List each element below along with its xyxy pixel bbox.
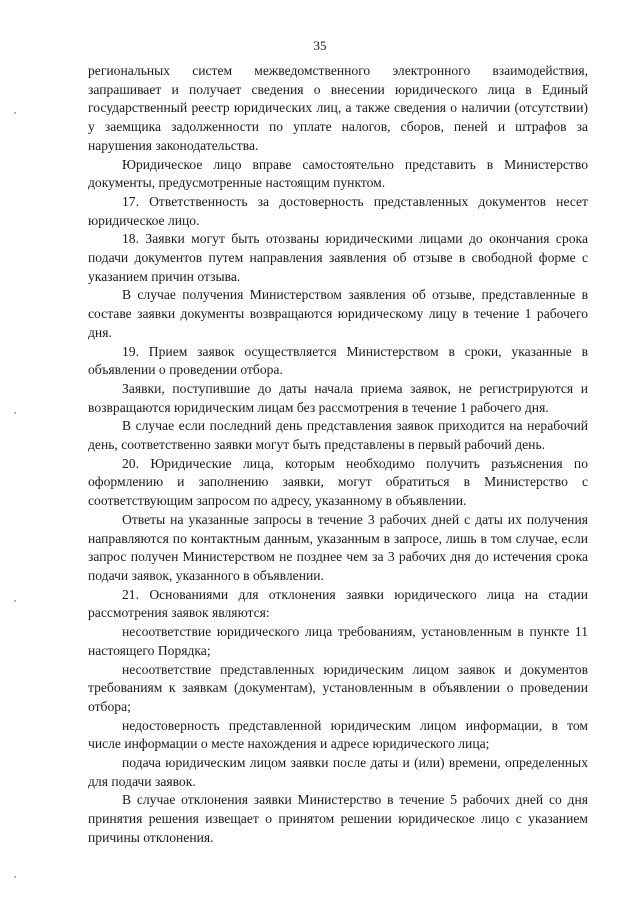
paragraph-item-20: 20. Юридические лица, которым необходимо получить разъяснения по оформлению и заполнению заявки, могут обратиться в Министерство с соответствующим запросом по адресу, указанному в объявлении. xyxy=(88,455,588,509)
scan-margin-mark xyxy=(14,112,16,114)
paragraph-withdrawal-return: В случае получения Министерством заявления об отзыве, представленные в составе заявки документы возвращаются юридическому лицу в течение 1 рабочего дня. xyxy=(88,287,588,340)
document-body xyxy=(88,62,588,848)
paragraph-item-18: 18. Заявки могут быть отозваны юридическими лицами до окончания срока подачи документов путем направления заявления об отзыве в свободной форме с указанием причин отзыва. xyxy=(88,231,588,284)
scan-margin-mark xyxy=(14,412,16,414)
paragraph-item-21: 21. Основаниями для отклонения заявки юридического лица на стадии рассмотрения заявок являются: xyxy=(88,586,588,621)
paragraph-ground-2: несоответствие представленных юридическим лицом заявок и документов требованиям к заявкам (документам), установленным в объявлении о проведении отбора; xyxy=(88,661,588,714)
paragraph-rejection-notice: В случае отклонения заявки Министерство в течение 5 рабочих дней со дня принятия решения извещает о принятом решении юридическое лицо с указанием причины отклонения. xyxy=(88,792,588,845)
paragraph-right-to-submit: Юридическое лицо вправе самостоятельно представить в Министерство документы, предусмотренные настоящим пунктом. xyxy=(88,156,588,191)
paragraph-early-applications: Заявки, поступившие до даты начала приема заявок, не регистрируются и возвращаются юридическим лицам без рассмотрения в течение 1 рабочего дня. xyxy=(88,380,588,415)
scan-margin-mark xyxy=(14,600,16,602)
paragraph-item-19: 19. Прием заявок осуществляется Министерством в сроки, указанные в объявлении о проведении отбора. xyxy=(88,343,588,378)
paragraph-ground-4: подача юридическим лицом заявки после даты и (или) времени, определенных для подачи заявок. xyxy=(88,755,588,789)
paragraph-ground-3: недостоверность представленной юридическим лицом информации, в том числе информации о месте нахождения и адресе юридического лица; xyxy=(88,717,588,752)
paragraph-item-17: 17. Ответственность за достоверность представленных документов несет юридическое лицо. xyxy=(88,193,588,228)
paragraph-answers: Ответы на указанные запросы в течение 3 рабочих дней с даты их получения направляются по контактным данным, указанным в запросе, лишь в том случае, если запрос получен Министерством не позднее чем за 3 рабочих дня до истечения срока подачи заявок, указанного в объявлении. xyxy=(88,511,588,583)
scan-margin-mark xyxy=(14,876,16,878)
paragraph-non-working-day: В случае если последний день представления заявок приходится на нерабочий день, соответственно заявки могут быть представлены в первый рабочий день. xyxy=(88,418,588,453)
paragraph-ground-1: несоответствие юридического лица требованиям, установленным в пункте 11 настоящего Порядка; xyxy=(88,624,588,658)
page-number: 35 xyxy=(313,38,327,53)
paragraph-continuation: региональных систем межведомственного электронного взаимодействия, запрашивает и получает сведения о внесении юридического лица в Единый государственный реестр юридических лиц, а также сведения о наличии (отсутствии) у заемщика задолженности по уплате налогов, сборов, пеней и штрафов за нарушения законодательства. xyxy=(88,63,588,153)
